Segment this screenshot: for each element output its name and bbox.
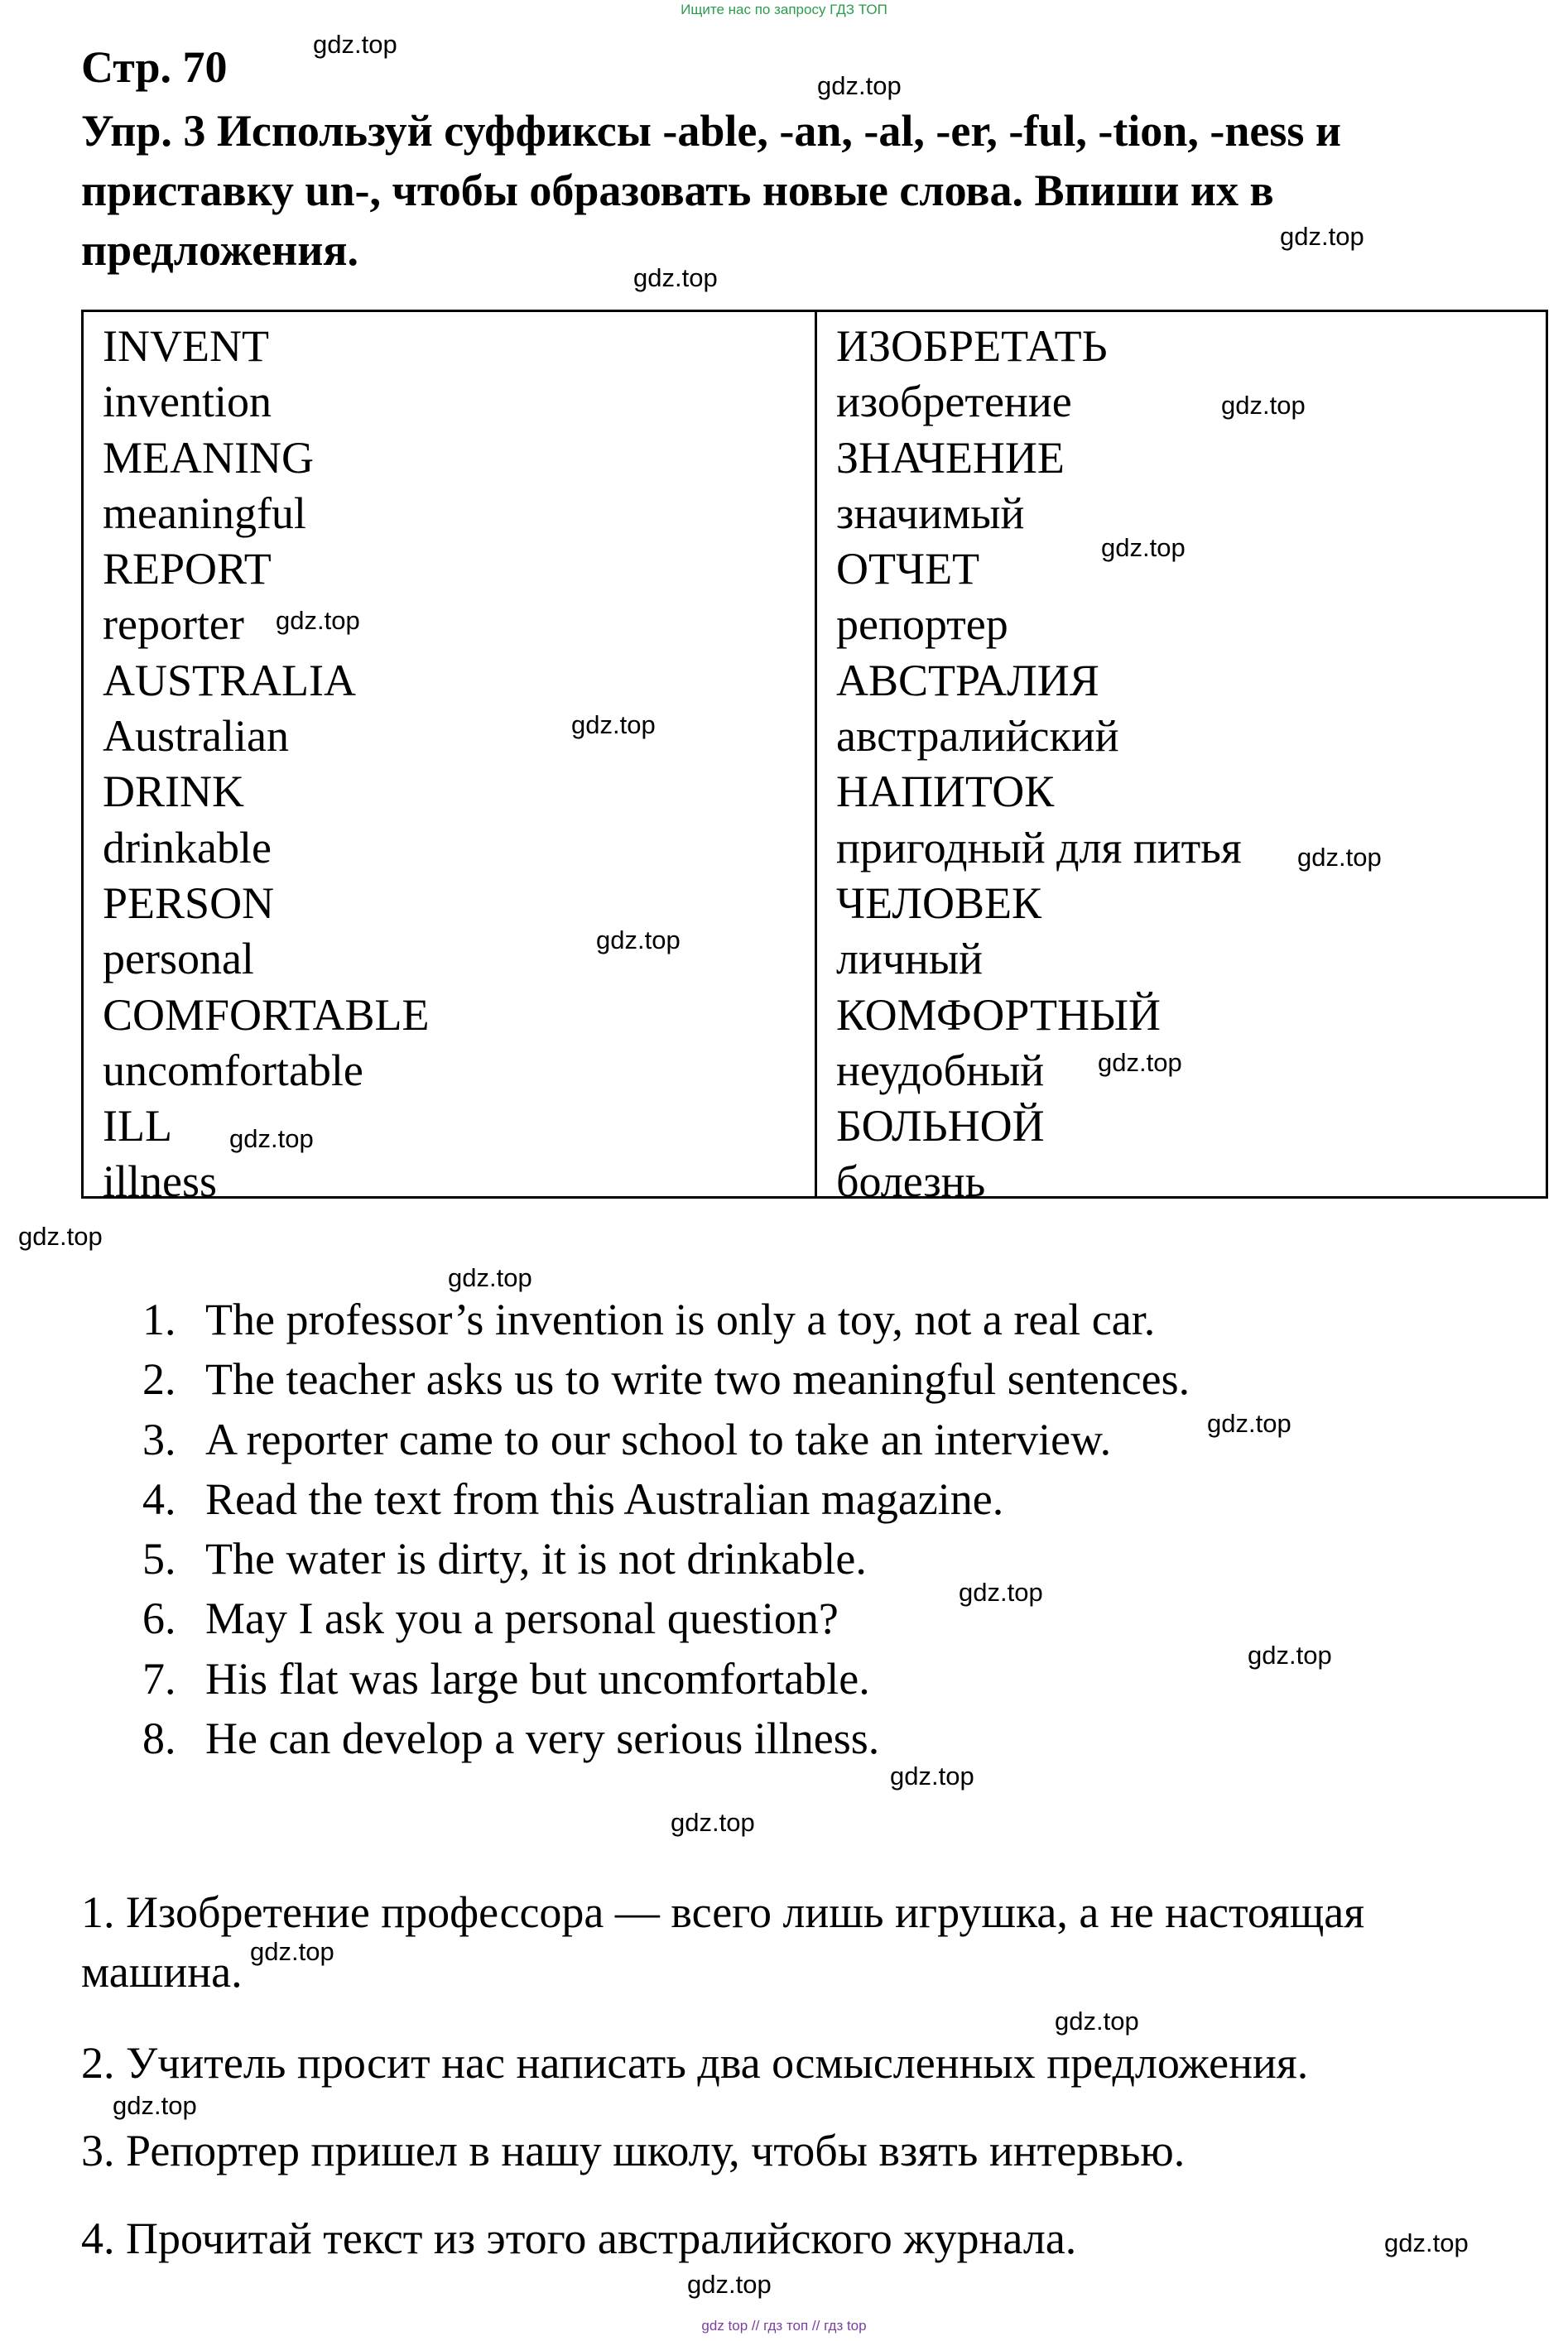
table-cell-en: illness — [103, 1156, 218, 1207]
watermark: gdz.top — [1098, 1048, 1182, 1077]
translation-2: 2. Учитель просит нас написать два осмысленных предложения. — [81, 2038, 1309, 2088]
sentence-text: The water is dirty, it is not drinkable. — [205, 1534, 867, 1584]
watermark: gdz.top — [448, 1263, 532, 1292]
table-cell-ru: ЗНАЧЕНИЕ — [836, 432, 1065, 483]
sentence-text: His flat was large but uncomfortable. — [205, 1653, 870, 1704]
sentence-item — [142, 1709, 1190, 1768]
table-cell-ru: репортер — [836, 599, 1008, 650]
sentence-item — [142, 1649, 1190, 1709]
sentence-number: 8. — [142, 1714, 176, 1764]
watermark: gdz.top — [1384, 2228, 1469, 2257]
watermark: gdz.top — [113, 2091, 197, 2120]
watermark: gdz.top — [1297, 843, 1382, 872]
page-title: Стр. 70 — [81, 42, 228, 92]
sentence-item — [142, 1410, 1190, 1469]
table-cell-en: PERSON — [103, 877, 275, 928]
sentence-item — [142, 1290, 1190, 1349]
table-cell-en: drinkable — [103, 822, 272, 872]
watermark: gdz.top — [890, 1762, 974, 1791]
table-cell-en: ILL — [103, 1101, 172, 1151]
watermark: gdz.top — [18, 1222, 103, 1251]
table-cell-en: DRINK — [103, 767, 244, 817]
watermark: gdz.top — [1221, 391, 1306, 420]
table-cell-ru: изобретение — [836, 377, 1072, 427]
table-cell-ru: ИЗОБРЕТАТЬ — [836, 321, 1108, 371]
table-cell-en: MEANING — [103, 432, 314, 483]
watermark: gdz.top — [1101, 533, 1186, 562]
table-cell-en: uncomfortable — [103, 1045, 363, 1095]
watermark: gdz.top — [313, 30, 397, 59]
table-cell-ru: австралийский — [836, 711, 1119, 762]
translation-3: 3. Репортер пришел в нашу школу, чтобы взять интервью. — [81, 2126, 1186, 2175]
watermark: gdz.top — [596, 925, 681, 954]
table-cell-ru: значимый — [836, 488, 1025, 538]
sentence-text: The professor’s invention is only a toy, not a real car. — [205, 1295, 1156, 1344]
sentence-number: 2. — [142, 1354, 176, 1405]
table-cell-ru: болезнь — [836, 1156, 986, 1207]
watermark: gdz.top — [633, 263, 718, 292]
table-cell-en: INVENT — [103, 321, 269, 371]
top-banner: Ищите нас по запросу ГДЗ ТОП — [681, 2, 887, 17]
table-cell-en: Australian — [103, 711, 289, 762]
sentence-text: A reporter came to our school to take an interview. — [205, 1414, 1112, 1464]
task-instruction: Упр. 3 Используй суффиксы -able, -an, -al, -er, -ful, -tion, -ness и приставку un-, чтобы образовать новые слова. Впиши их в предложения. — [81, 106, 1341, 275]
sentence-number: 6. — [142, 1594, 176, 1644]
watermark: gdz.top — [276, 606, 360, 635]
table-cell-ru: личный — [836, 934, 984, 984]
table-cell-en: personal — [103, 934, 254, 984]
sentence-text: May I ask you a personal question? — [205, 1594, 839, 1644]
sentence-number: 7. — [142, 1653, 176, 1704]
sentence-item — [142, 1349, 1190, 1409]
table-cell-en: REPORT — [103, 544, 272, 594]
table-cell-ru: пригодный для питья — [836, 822, 1242, 872]
watermark: gdz.top — [250, 1937, 334, 1966]
table-cell-ru: АВСТРАЛИЯ — [836, 655, 1099, 705]
table-cell-ru: ОТЧЕТ — [836, 544, 980, 594]
table-cell-ru: НАПИТОК — [836, 767, 1055, 817]
translation-4: 4. Прочитай текст из этого австралийского журнала. — [81, 2214, 1077, 2263]
sentence-number: 3. — [142, 1414, 176, 1464]
sentence-item — [142, 1469, 1190, 1529]
table-cell-en: AUSTRALIA — [103, 655, 356, 705]
english-column — [84, 312, 817, 1207]
translation-1: 1. Изобретение профессора — всего лишь игрушка, а не настоящая машина. — [81, 1887, 1365, 1997]
table-cell-en: COMFORTABLE — [103, 989, 430, 1040]
table-cell-ru: БОЛЬНОЙ — [836, 1101, 1045, 1151]
watermark: gdz.top — [1280, 222, 1364, 251]
sentence-text: Read the text from this Australian magazine. — [205, 1473, 1004, 1524]
sentence-number: 4. — [142, 1473, 176, 1524]
vocabulary-table — [81, 310, 1548, 1207]
watermark: gdz.top — [1055, 2007, 1139, 2036]
sentence-list — [142, 1290, 1190, 1768]
watermark: gdz.top — [571, 710, 656, 739]
sentence-number: 5. — [142, 1534, 176, 1584]
table-cell-en: meaningful — [103, 488, 306, 538]
sentence-number: 1. — [142, 1295, 176, 1344]
sentence-text: He can develop a very serious illness. — [205, 1714, 880, 1764]
table-cell-en: reporter — [103, 599, 244, 650]
table-cell-ru: ЧЕЛОВЕК — [836, 877, 1042, 928]
table-cell-ru: неудобный — [836, 1045, 1045, 1095]
watermark: gdz.top — [671, 1808, 755, 1837]
table-cell-en: invention — [103, 377, 272, 427]
table-cell-ru: КОМФОРТНЫЙ — [836, 989, 1162, 1040]
watermark: gdz.top — [817, 71, 902, 100]
watermark: gdz.top — [1248, 1641, 1332, 1670]
watermark: gdz.top — [1207, 1409, 1291, 1438]
bottom-banner: gdz top // гдз топ // гдз top — [701, 2318, 867, 2334]
watermark: gdz.top — [959, 1578, 1043, 1607]
watermark: gdz.top — [229, 1124, 314, 1153]
watermark: gdz.top — [687, 2270, 772, 2299]
sentence-text: The teacher asks us to write two meaningful sentences. — [205, 1354, 1190, 1405]
